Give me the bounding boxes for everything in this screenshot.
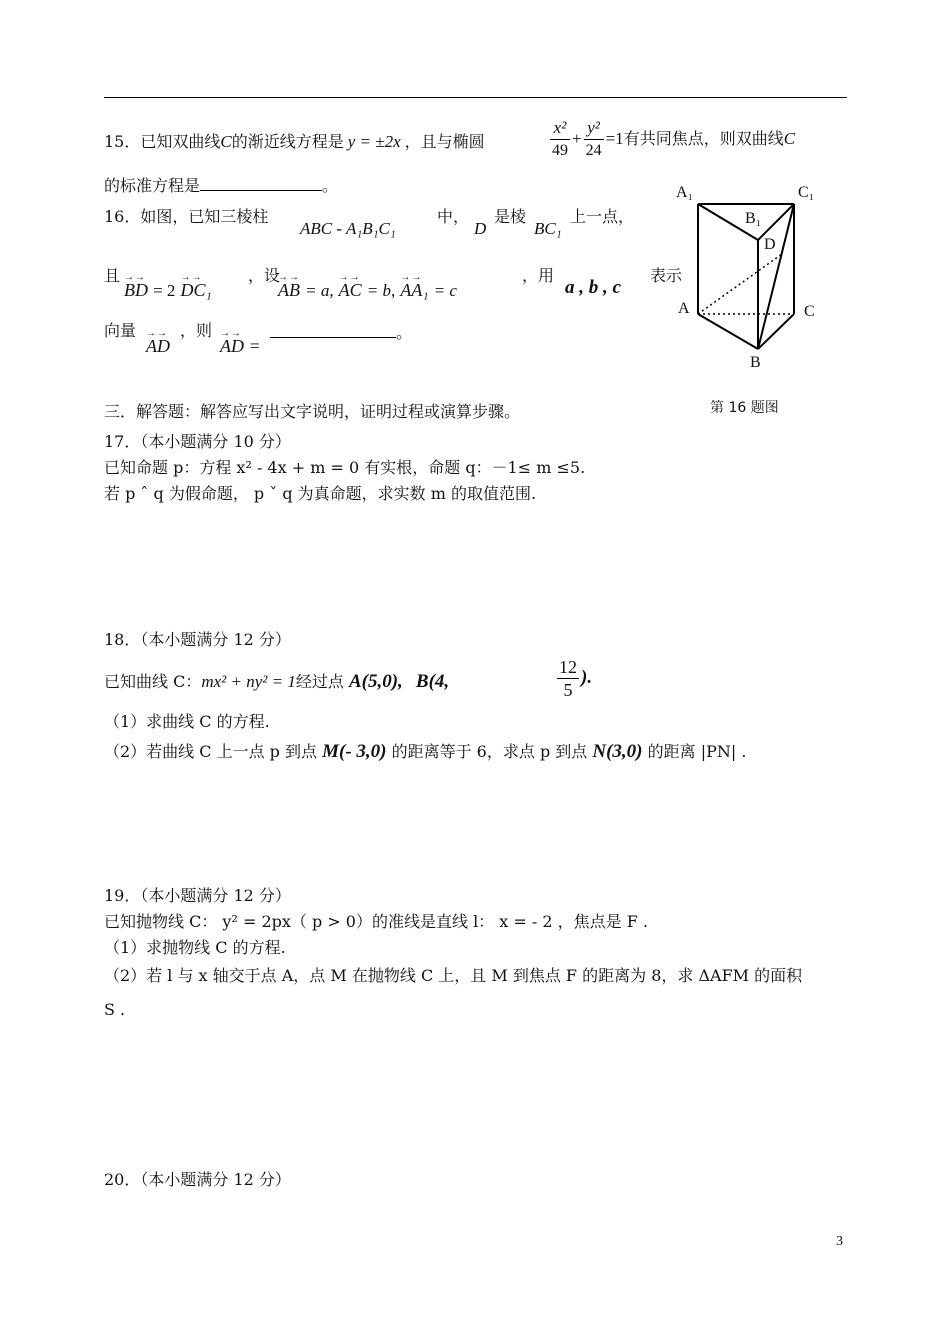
q16-ac: AC <box>338 280 362 300</box>
label-b: B <box>750 354 761 371</box>
q16-answer-blank[interactable] <box>270 323 396 338</box>
q18-curve: mx² + ny² = 1 <box>201 672 296 691</box>
q18-point-m: M(- 3,0) <box>322 741 387 762</box>
q16-ac-vector: →→ AC <box>338 272 362 300</box>
q18-text: 已知曲线 C： <box>104 672 202 691</box>
q16-eq-b: = b <box>366 281 392 300</box>
q16-text: 16．如图，已知三棱柱 <box>104 207 269 226</box>
q16-vectors <box>124 270 212 301</box>
q16-edge-expr: BC₁ <box>534 219 562 238</box>
q19-title: 19．（本小题满分 12 分） <box>104 886 291 905</box>
q16-period: 。 <box>396 323 413 342</box>
q16-d <box>474 219 486 239</box>
q15-period: 。 <box>322 176 339 195</box>
q18-text: 的距离 |PN| . <box>647 742 747 761</box>
q15-frac1 <box>550 117 570 162</box>
prism-diagram <box>670 176 850 376</box>
q15-text: 15．已知双曲线 <box>104 132 221 151</box>
label-d: D <box>764 236 776 253</box>
q16-dc1-vector: →→ DC₁ <box>180 272 212 300</box>
q16-line1 <box>104 207 268 227</box>
q16-ad-eq <box>220 326 261 357</box>
q17-line1: 已知命题 p：方程 x² - 4x + m = 0 有实根，命题 q：－1≤ m ≤5. <box>104 458 586 477</box>
q18-text: （2）若曲线 C 上一点 p 到点 <box>104 742 318 761</box>
section-3-heading: 三．解答题：解答应写出文字说明，证明过程或演算步骤。 <box>104 402 521 421</box>
q16-answer <box>270 323 412 343</box>
label-c1: C₁ <box>798 184 815 201</box>
q16-abc-vectors: a , b , c <box>565 277 621 298</box>
q16-ad-eq-label: AD = <box>220 336 261 356</box>
q18-text: 经过点 <box>295 672 344 691</box>
q15-asymptote: y = ±2x <box>347 132 401 151</box>
q18-frac-num: 12 <box>559 657 577 677</box>
label-b1: B₁ <box>745 210 762 227</box>
q18-title: 18．（本小题满分 12 分） <box>104 630 291 649</box>
q18-text: 的距离等于 6，求点 p 到点 <box>391 742 588 761</box>
q18-point-a: A(5,0), <box>348 671 403 692</box>
q19-line1: 已知抛物线 C： y² = 2px（ p > 0）的准线是直线 l： x = - 2 ，焦点是 F . <box>104 912 648 931</box>
header-rule <box>104 97 847 98</box>
q16-prism-expr: ABC - A₁B₁C₁ <box>300 219 396 238</box>
q16-text: 且 <box>104 266 121 285</box>
q15-eq: =1 <box>605 129 624 148</box>
q16-text: 中， <box>437 207 470 226</box>
q16-eq: = 2 <box>153 281 176 300</box>
q16-eq-a: = a <box>305 281 330 300</box>
q16-line3b <box>180 321 212 341</box>
q18-point-n: N(3,0) <box>592 741 643 762</box>
q15-text: 的渐近线方程是 <box>231 132 344 151</box>
q16-aa1: AA₁ <box>400 280 429 300</box>
q16-ad-label: AD <box>146 336 170 356</box>
q15-frac1-num: x² <box>550 117 570 140</box>
q16-prism <box>300 219 396 239</box>
page-number: 3 <box>836 1234 843 1249</box>
q15-frac2-num: y² <box>584 117 604 140</box>
q16-aa1-vector: →→ AA₁ <box>400 272 429 300</box>
q18-part2 <box>104 742 746 762</box>
q15-c: C <box>783 129 796 148</box>
q16-ad-vector: →→ AD <box>146 328 170 356</box>
q16-bd: BD <box>124 280 148 300</box>
q17-title: 17．（本小题满分 10 分） <box>104 432 291 451</box>
label-c: C <box>804 303 815 320</box>
q15-c: C <box>220 132 232 151</box>
q16-text: 是棱 <box>494 207 527 226</box>
q16-ad <box>146 326 170 357</box>
q15-text: ，且与椭圆 <box>404 132 485 151</box>
q16-ab: AB <box>278 280 300 300</box>
q19-part2-end: S . <box>104 1000 126 1019</box>
q18-part1: （1）求曲线 C 的方程. <box>104 712 270 731</box>
q16-text: 向量 <box>104 321 137 340</box>
q15-answer-blank[interactable] <box>200 176 322 191</box>
q15-ellipse <box>548 117 795 162</box>
q16-line1d <box>570 207 634 227</box>
q16-text: ，用 <box>522 266 555 285</box>
q19-part1: （1）求抛物线 C 的方程. <box>104 938 286 957</box>
q18-point-b-frac <box>555 656 592 701</box>
q16-text: ，则 <box>180 321 213 340</box>
q16-line2c <box>522 266 554 286</box>
q15-text: 有共同焦点，则双曲线 <box>623 129 784 148</box>
q16-text: 表示 <box>650 266 683 285</box>
q16-basis: →→ AB = a, →→ AC = b, →→ AA₁ = c <box>278 272 457 300</box>
figure-caption: 第 16 题图 <box>710 400 779 416</box>
q16-edge <box>534 219 562 239</box>
q16-ad-eq-vector: →→ AD = <box>220 328 261 356</box>
q18-frac <box>557 656 579 701</box>
q18-point-b: B(4, <box>415 671 450 692</box>
q15-frac2-den: 24 <box>585 142 602 159</box>
q16-dc1: DC₁ <box>180 280 212 300</box>
label-a1: A₁ <box>676 184 694 201</box>
q16-line1b <box>437 207 469 227</box>
q16-line2b <box>248 266 280 286</box>
q16-ab-vector: →→ AB <box>278 272 300 300</box>
q15-line1 <box>104 132 485 152</box>
q20-title: 20．（本小题满分 12 分） <box>104 1170 291 1189</box>
q17-line2: 若 p ˆ q 为假命题， p ˇ q 为真命题，求实数 m 的取值范围. <box>104 484 537 503</box>
q16-point-d: D <box>474 219 487 238</box>
q16-eq-c: = c <box>433 281 457 300</box>
q16-abc <box>565 278 621 298</box>
q16-line2 <box>104 266 120 286</box>
q15-frac1-den: 49 <box>552 142 568 159</box>
q18-frac-den: 5 <box>563 680 573 700</box>
label-a: A <box>678 300 690 317</box>
q19-part2: （2）若 l 与 x 轴交于点 A，点 M 在抛物线 C 上，且 M 到焦点 F 的距离为 8，求 ΔAFM 的面积 <box>104 966 803 985</box>
prism-figure <box>670 176 850 376</box>
q18-point-b-end: ). <box>581 667 593 688</box>
q16-text: 上一点， <box>570 207 635 226</box>
q15-line2 <box>104 176 338 196</box>
q16-line1c <box>494 207 526 227</box>
q16-text: ，设 <box>248 266 281 285</box>
q18-line1 <box>104 672 449 692</box>
q16-bd-vector: →→ BD <box>124 272 148 300</box>
q15-text: 的标准方程是 <box>104 176 201 195</box>
q16-line3 <box>104 321 136 341</box>
q15-plus: + <box>572 129 582 148</box>
q15-frac2 <box>584 117 604 162</box>
